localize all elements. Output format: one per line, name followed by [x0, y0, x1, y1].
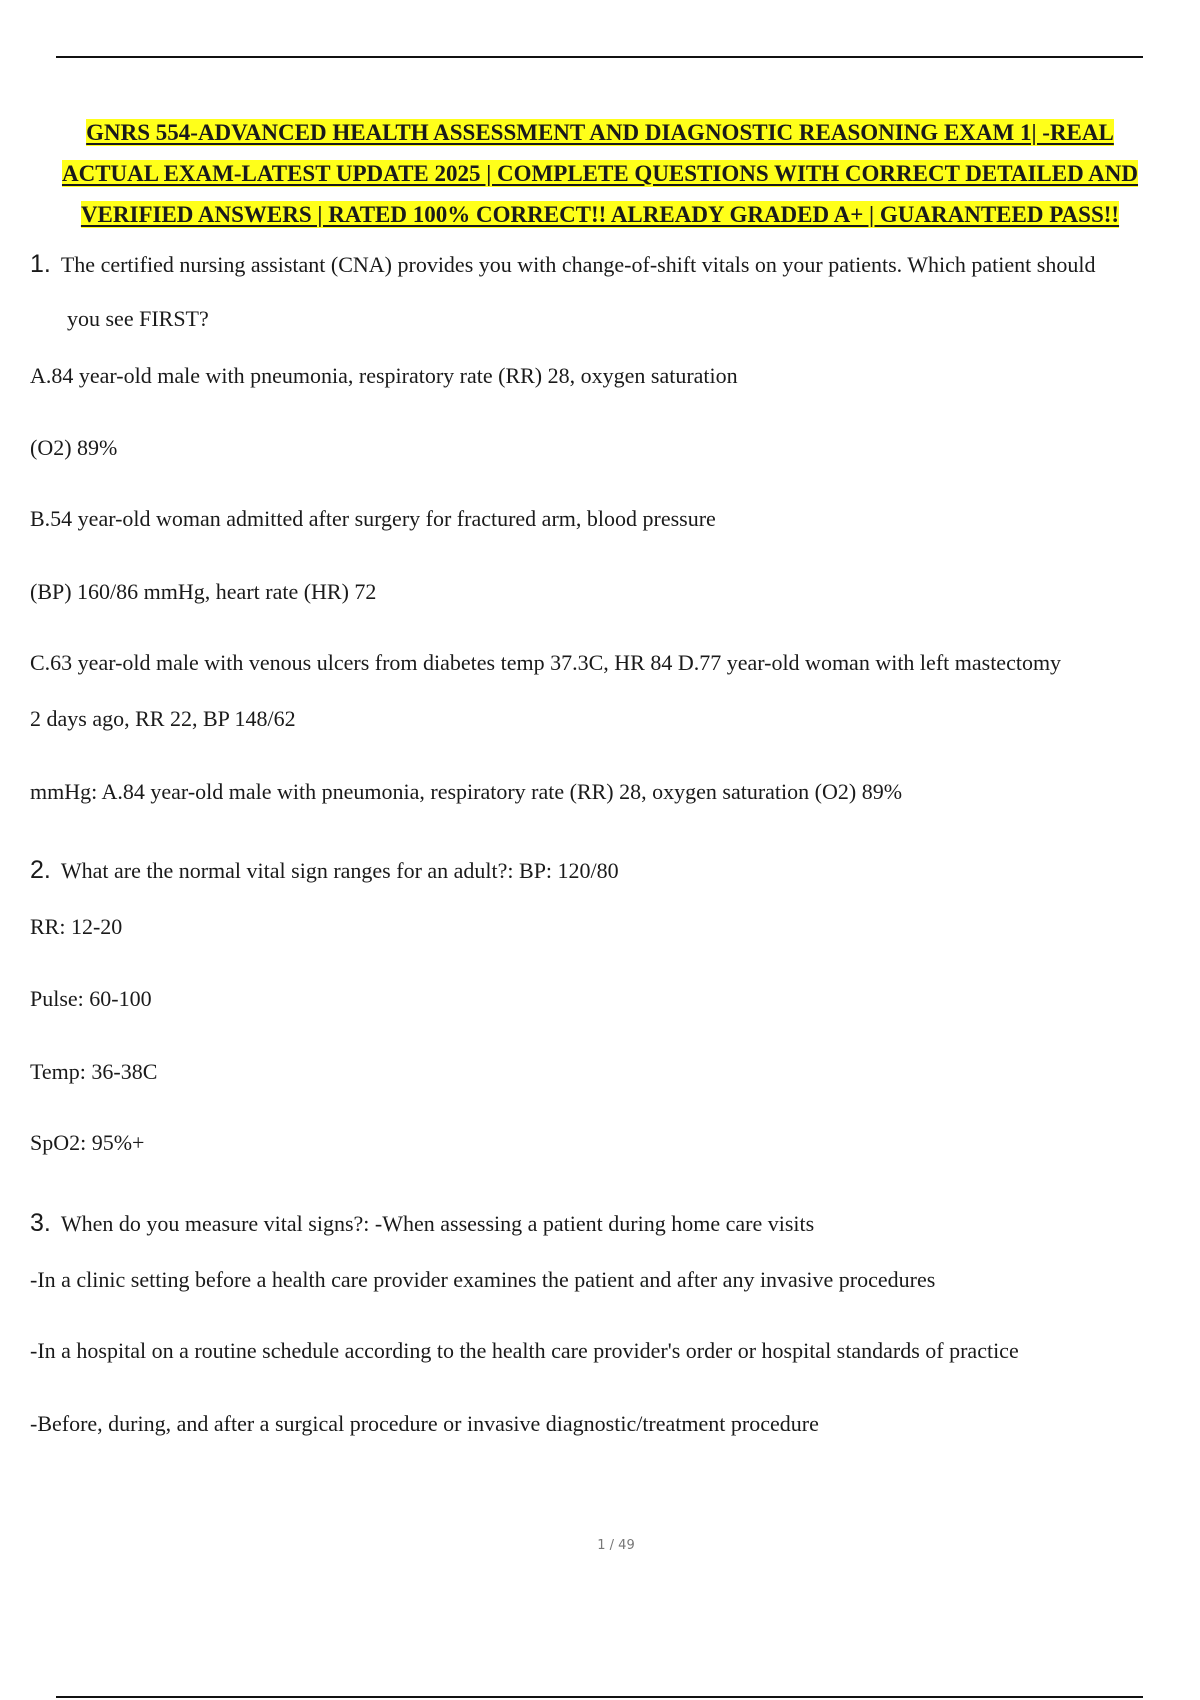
question-2-heading: [30, 856, 619, 885]
title-line-2: ACTUAL EXAM-LATEST UPDATE 2025 | COMPLETE QUESTIONS WITH CORRECT DETAILED AND: [61, 161, 1139, 186]
question-2-answer-spo2: SpO2: 95%+: [30, 1130, 145, 1155]
bottom-rule: [56, 1696, 1143, 1698]
question-3-number: 3.: [30, 1209, 51, 1237]
title-line-3: VERIFIED ANSWERS | RATED 100% CORRECT!! ALREADY GRADED A+ | GUARANTEED PASS!!: [80, 202, 1120, 227]
question-1-number: 1.: [30, 250, 51, 278]
question-2-text: What are the normal vital sign ranges for an adult?: BP: 120/80: [60, 858, 619, 883]
question-1-text-continued: you see FIRST?: [67, 306, 209, 331]
question-2-number: 2.: [30, 856, 51, 884]
question-1-answer: mmHg: A.84 year-old male with pneumonia, respiratory rate (RR) 28, oxygen saturation (O2) 89%: [30, 779, 903, 804]
question-1-text: The certified nursing assistant (CNA) provides you with change-of-shift vitals on your patients. Which patient should: [60, 252, 1096, 277]
question-1-option-d-continued: 2 days ago, RR 22, BP 148/62: [30, 706, 296, 731]
question-1-heading: [30, 250, 1095, 279]
question-1-option-b-continued: (BP) 160/86 mmHg, heart rate (HR) 72: [30, 579, 377, 604]
question-1-option-a-continued: (O2) 89%: [30, 435, 118, 460]
top-rule: [56, 56, 1143, 58]
question-3-answer-clinic: -In a clinic setting before a health care provider examines the patient and after any invasive procedures: [30, 1267, 936, 1292]
question-2-answer-rr: RR: 12-20: [30, 914, 123, 939]
question-3-heading: [30, 1209, 814, 1238]
question-1-option-b: B.54 year-old woman admitted after surgery for fractured arm, blood pressure: [30, 506, 716, 531]
question-3-answer-hospital: -In a hospital on a routine schedule according to the health care provider's order or hospital standards of practice: [30, 1338, 1019, 1363]
question-1-option-a: A.84 year-old male with pneumonia, respiratory rate (RR) 28, oxygen saturation: [30, 363, 738, 388]
question-3-text: When do you measure vital signs?: -When assessing a patient during home care visits: [60, 1211, 815, 1236]
title-line-1: GNRS 554-ADVANCED HEALTH ASSESSMENT AND DIAGNOSTIC REASONING EXAM 1| -REAL: [86, 120, 1114, 145]
document-title: [30, 112, 1170, 235]
question-2-answer-temp: Temp: 36-38C: [30, 1059, 158, 1084]
question-3-answer-surgical: -Before, during, and after a surgical procedure or invasive diagnostic/treatment procedure: [30, 1411, 819, 1436]
question-1-option-c-d: C.63 year-old male with venous ulcers from diabetes temp 37.3C, HR 84 D.77 year-old woman with left mastectomy: [30, 650, 1062, 675]
question-2-answer-pulse: Pulse: 60-100: [30, 986, 152, 1011]
page-number: 1 / 49: [597, 1538, 635, 1553]
